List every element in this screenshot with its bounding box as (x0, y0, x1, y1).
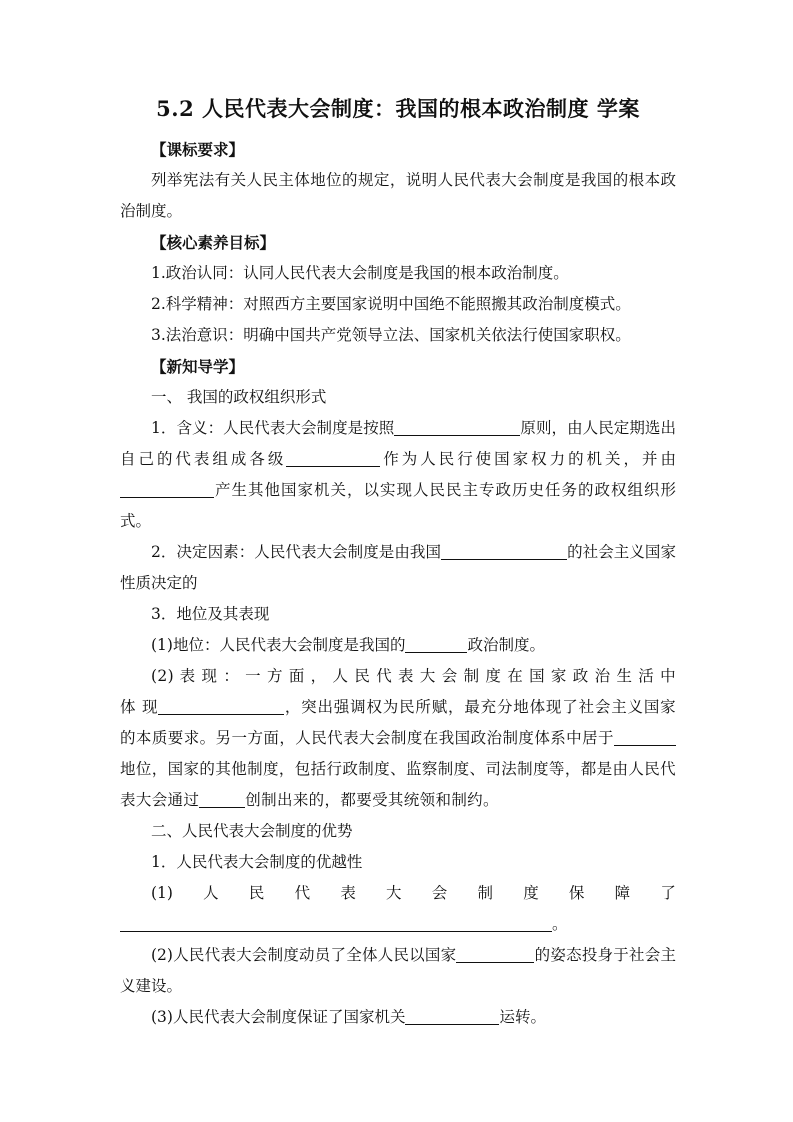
fill-blank[interactable] (158, 699, 284, 716)
fill-blank[interactable] (120, 482, 214, 499)
goal-item-1: 1.政治认同：认同人民代表大会制度是我国的根本政治制度。 (151, 264, 569, 282)
performance-lead: (2) 表 现 ： 一 方 面 ， 人 民 代 表 大 会 制 度 在 国 家 政 治 生 活 中 体 现 (120, 667, 676, 716)
part-one-title: 一、 我国的政权组织形式 (151, 388, 327, 406)
document-body (120, 94, 676, 1033)
spread-char: 大 (386, 884, 402, 902)
spread-char: 度 (523, 884, 539, 902)
status-text-b: 政治制度。 (467, 636, 545, 654)
performance-text-c: 创制出来的，都要受其统领和制约。 (245, 791, 499, 809)
status-text-a: (1)地位：人民代表大会制度是我国的 (151, 636, 406, 654)
part-two-title: 二、人民代表大会制度的优势 (151, 822, 353, 840)
determinant-paragraph (120, 537, 676, 599)
superiority-3-text-b: 运转。 (499, 1008, 546, 1026)
spread-char: 民 (248, 884, 265, 902)
spread-char: 会 (431, 884, 448, 902)
section-heading-new: 【新知导学】 (151, 357, 245, 376)
spread-char: (1) (151, 884, 173, 902)
fill-blank[interactable] (456, 947, 534, 964)
definition-text-a: 1．含义：人民代表大会制度是按照 (151, 419, 395, 437)
spread-char: 制 (477, 884, 493, 902)
superiority-2-text-b: 的姿态投身于社会主义建设。 (120, 946, 676, 995)
fill-blank[interactable] (405, 1009, 499, 1026)
superiority-heading: 1．人民代表大会制度的优越性 (151, 853, 363, 871)
definition-paragraph (120, 413, 676, 537)
status-heading: 3．地位及其表现 (151, 605, 270, 623)
determinant-text-a: 2．决定因素：人民代表大会制度是由我国 (151, 543, 442, 561)
fill-blank[interactable] (120, 916, 552, 933)
performance-text-a: ，突出强调权为民所赋，最充分地体现了社会主义国家的本质要求。另一方面，人民代表大会制度在我国政治制度体系中居于 (120, 698, 677, 747)
definition-text-c: 作为人民行使国家权力的机关，并由 (380, 450, 676, 468)
definition-text-d: 产生其他国家机关，以实现人民民主专政历史任务的政权组织形式。 (120, 481, 676, 530)
sentence-end: 。 (552, 915, 568, 933)
superiority-item-1 (120, 878, 676, 909)
fill-blank[interactable] (286, 451, 380, 468)
fill-blank[interactable] (405, 637, 467, 654)
section-heading-goals: 【核心素养目标】 (151, 233, 276, 252)
determinant-text-b: 的社会主义国家性质决定的 (120, 543, 676, 592)
fill-blank[interactable] (394, 420, 520, 437)
section-heading-curriculum: 【课标要求】 (151, 140, 245, 159)
spread-char: 表 (340, 884, 356, 902)
page-title: 5.2 人民代表大会制度：我国的根本政治制度 学案 (156, 96, 640, 121)
fill-blank[interactable] (441, 544, 567, 561)
superiority-item-3 (120, 1002, 676, 1033)
status-paragraph (120, 630, 676, 661)
fill-blank[interactable] (199, 792, 245, 809)
curriculum-text: 列举宪法有关人民主体地位的规定，说明人民代表大会制度是我国的根本政治制度。 (120, 171, 676, 220)
spread-char: 了 (660, 884, 676, 902)
spread-char: 保 (568, 884, 585, 902)
superiority-3-text-a: (3)人民代表大会制度保证了国家机关 (151, 1008, 406, 1026)
spread-char: 人 (203, 884, 219, 902)
spread-char: 障 (614, 884, 631, 902)
superiority-2-text-a: (2)人民代表大会制度动员了全体人民以国家 (151, 946, 457, 964)
goal-item-3: 3.法治意识：明确中国共产党领导立法、国家机关依法行使国家职权。 (151, 326, 631, 344)
fill-blank[interactable] (614, 730, 676, 747)
superiority-item-2 (120, 940, 676, 1002)
performance-paragraph (120, 661, 676, 816)
superiority-item-1-answer-line (120, 909, 676, 940)
goal-item-2: 2.科学精神：对照西方主要国家说明中国绝不能照搬其政治制度模式。 (151, 295, 631, 313)
definition-text-b: 原则，由人民定期选出自己的代表组成各级 (120, 419, 676, 468)
performance-text-b: 地位，国家的其他制度，包括行政制度、监察制度、司法制度等，都是由人民代表大会通过 (120, 760, 676, 809)
spread-char: 代 (294, 884, 311, 902)
